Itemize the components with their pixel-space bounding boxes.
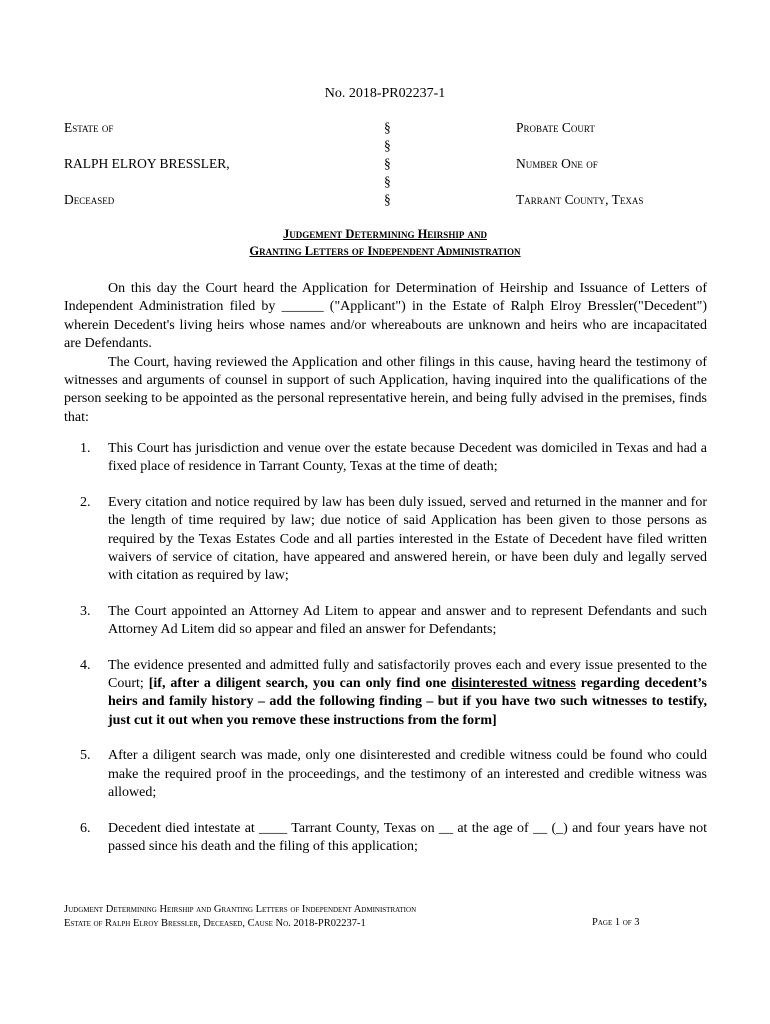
title-line-2: Granting Letters of Independent Administration bbox=[249, 244, 521, 258]
finding-number: 2. bbox=[80, 494, 91, 510]
caption-number-one: Number One of bbox=[516, 156, 598, 171]
instruction-underlined: disinterested witness bbox=[451, 676, 576, 692]
caption-section-marks bbox=[384, 118, 391, 208]
finding-item bbox=[64, 657, 707, 731]
finding-text: Every citation and notice required by law has been duly issued, served and returned in the manner and for the length of time required by law; due notice of said Application has been given to those persons as required by the Texas Estates Code and all parties interested in the Estate of Decedent have filed written waivers of service of citation, have appeared and answered herein, or have been duly and legally served with citation as required by law; bbox=[108, 494, 707, 584]
cause-number: No. 2018-PR02237-1 bbox=[324, 86, 446, 101]
section-mark: § bbox=[384, 174, 391, 189]
caption-right bbox=[516, 118, 643, 226]
section-mark: § bbox=[384, 138, 391, 153]
footer-estate: Estate of Ralph Elroy Bressler, Deceased, Cause No. 2018-PR02237-1 bbox=[64, 918, 366, 929]
caption-deceased: Deceased bbox=[64, 192, 115, 207]
footer-title: Judgment Determining Heirship and Granting Letters of Independent Administration bbox=[64, 904, 417, 915]
finding-item bbox=[64, 440, 707, 477]
finding-text: The Court appointed an Attorney Ad Litem to appear and answer and to represent Defendants and such Attorney Ad Litem did so appear and filed an answer for Defendants; bbox=[108, 603, 707, 638]
finding-item bbox=[64, 494, 707, 586]
finding-text: The evidence presented and admitted fully and satisfactorily proves each and every issue presented to the Court; bbox=[108, 657, 707, 692]
document-title bbox=[0, 226, 770, 260]
case-caption bbox=[64, 118, 714, 214]
finding-item bbox=[64, 820, 707, 857]
finding-item bbox=[64, 747, 707, 802]
paragraph: On this day the Court heard the Application for Determination of Heirship and Issuance of Letters of Independent Administration filed by ______ ("Applicant") in the Estate of Ralph Elroy Bressler("Decedent") wherein Decedent's living heirs whose names and/or whereabouts are unknown and heirs who are incapacitated are Defendants. bbox=[64, 281, 707, 352]
caption-decedent-name: RALPH ELROY BRESSLER, bbox=[64, 156, 230, 171]
title-line-1: Judgement Determining Heirship and bbox=[283, 227, 487, 241]
finding-number: 3. bbox=[80, 603, 91, 619]
finding-number: 1. bbox=[80, 441, 91, 456]
instruction-text-continued: regarding decedent’s heirs and family history – add the following finding – but if you have two such witnesses to testify, just cut it out when you remove these instructions from the form] bbox=[108, 676, 708, 728]
section-mark: § bbox=[384, 156, 391, 171]
findings-list bbox=[64, 440, 707, 873]
section-mark: § bbox=[384, 192, 391, 207]
finding-item bbox=[64, 603, 707, 640]
finding-number: 6. bbox=[80, 820, 91, 836]
finding-text: After a diligent search was made, only one disinterested and credible witness could be found who could make the required proof in the proceedings, and the testimony of an interested and credible witness was allowed; bbox=[108, 748, 707, 801]
caption-left bbox=[64, 118, 230, 226]
finding-text: Decedent died intestate at ____ Tarrant County, Texas on __ at the age of __ (_) and four years have not passed since his death and the filing of this application; bbox=[108, 820, 707, 854]
caption-county: Tarrant County, Texas bbox=[516, 192, 644, 207]
caption-estate-of: Estate of bbox=[64, 120, 114, 135]
finding-text: This Court has jurisdiction and venue over the estate because Decedent was domiciled in Texas and had a fixed place of residence in Tarrant County, Texas at the time of death; bbox=[108, 441, 707, 475]
page-number: Page 1 of 3 bbox=[592, 917, 640, 928]
page-footer bbox=[64, 903, 664, 931]
section-mark: § bbox=[384, 120, 391, 135]
caption-probate-court: Probate Court bbox=[516, 120, 595, 135]
finding-number: 5. bbox=[80, 748, 91, 764]
body-text bbox=[64, 280, 707, 427]
finding-number: 4. bbox=[80, 657, 91, 673]
instruction-text: [if, after a diligent search, you can only find one bbox=[148, 676, 447, 692]
paragraph: The Court, having reviewed the Application and other filings in this cause, having heard the testimony of witnesses and arguments of counsel in support of such Application, having inquired into the qualifications of the person seeking to be appointed as the personal representative herein, and being fully advised in the premises, finds that: bbox=[64, 354, 707, 425]
